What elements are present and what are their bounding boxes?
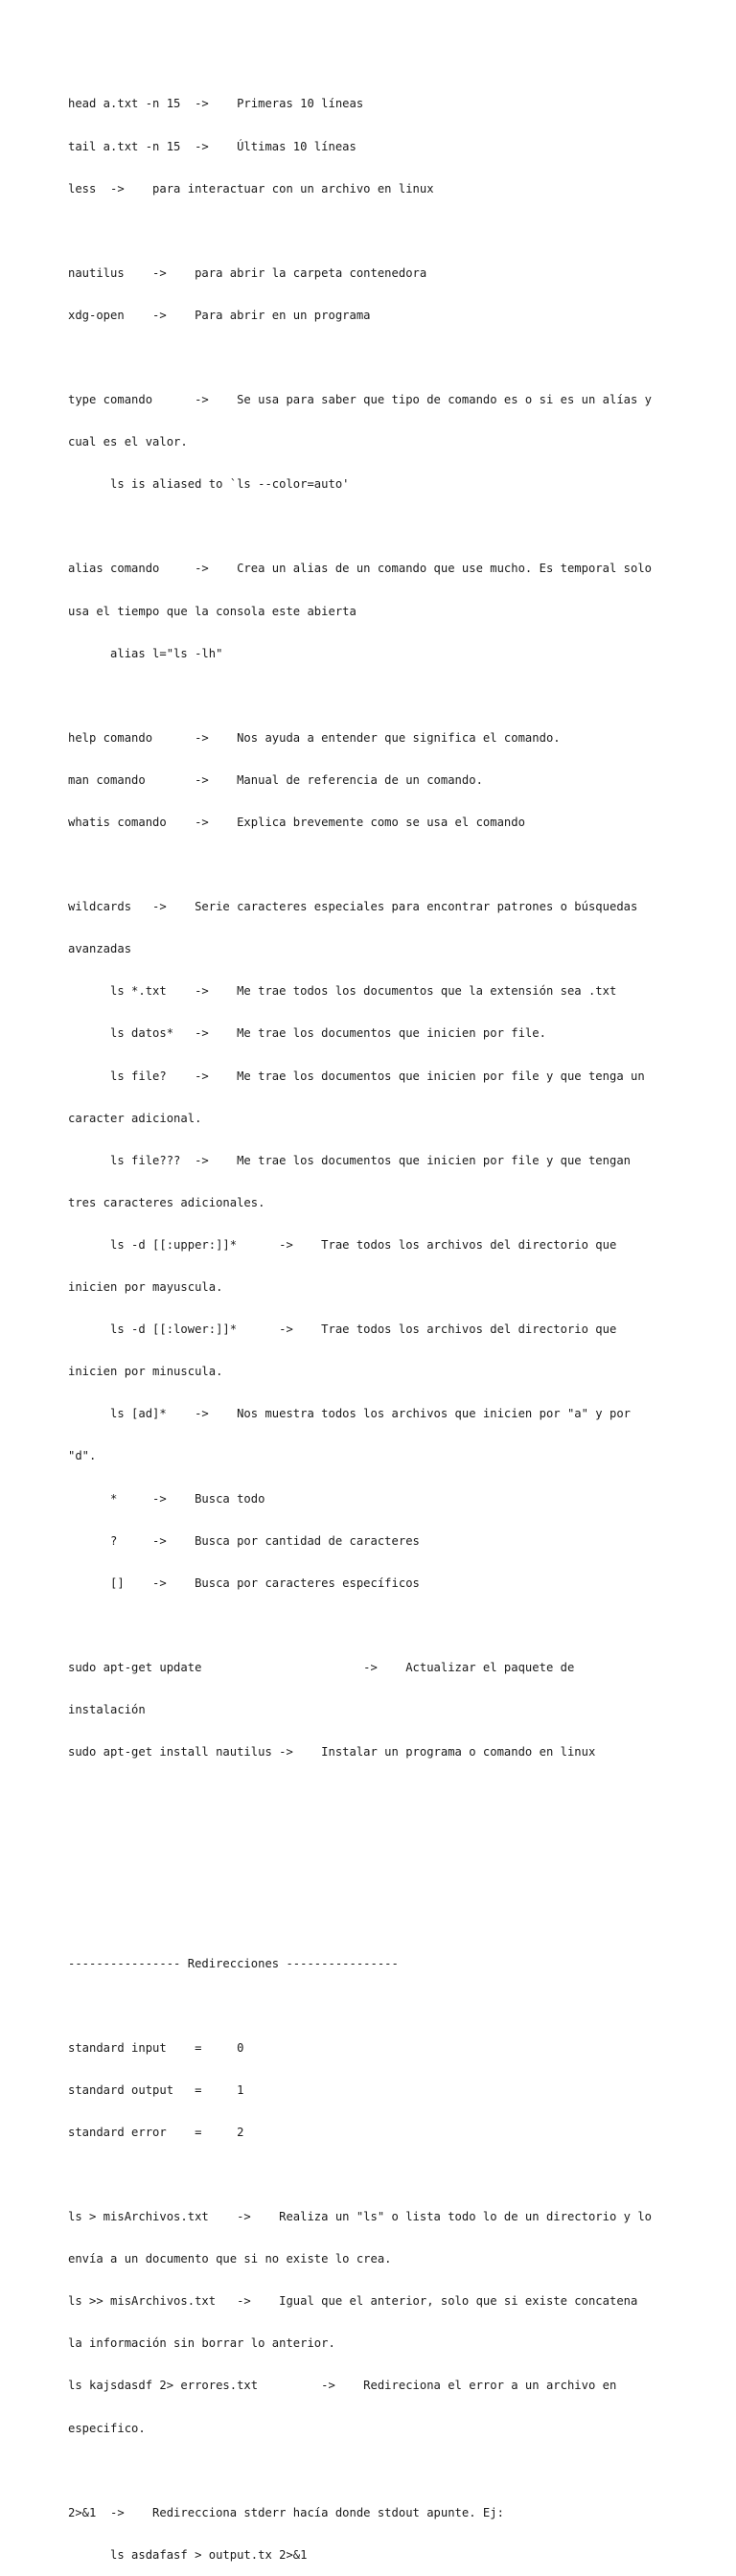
blank-line xyxy=(68,224,681,239)
blank-line xyxy=(68,1872,681,1886)
text-line: man comando -> Manual de referencia de un comando. xyxy=(68,772,483,787)
blank-line xyxy=(68,1914,681,1928)
text-line: ls asdafasf > output.tx 2>&1 xyxy=(68,2547,308,2562)
blank-line xyxy=(68,2168,681,2182)
text-line: * -> Busca todo xyxy=(68,1491,265,1506)
blank-line xyxy=(68,1829,681,1844)
text-line: ls *.txt -> Me trae todos los documentos que la extensión sea .txt xyxy=(68,984,617,999)
text-line: alias comando -> Crea un alias de un comando que use mucho. Es temporal solo xyxy=(68,562,653,576)
blank-line xyxy=(68,858,681,872)
text-line: wildcards -> Serie caracteres especiales para encontrar patrones o búsquedas xyxy=(68,900,638,914)
text-line: 2>&1 -> Redirecciona stderr hacía donde stdout apunte. Ej: xyxy=(68,2505,504,2519)
text-line: standard output = 1 xyxy=(68,2082,244,2097)
document-page xyxy=(68,69,681,2576)
text-line: less -> para interactuar con un archivo en linux xyxy=(68,181,434,196)
text-line: tres caracteres adicionales. xyxy=(68,1195,265,1209)
text-line: head a.txt -n 15 -> Primeras 10 líneas xyxy=(68,97,364,111)
section-heading: ---------------- Redirecciones ---------------- xyxy=(68,1956,399,1970)
text-line: caracter adicional. xyxy=(68,1111,202,1125)
blank-line xyxy=(68,519,681,534)
text-line: la información sin borrar lo anterior. xyxy=(68,2336,335,2351)
text-line: instalación xyxy=(68,1702,146,1716)
text-line: sudo apt-get install nautilus -> Instalar un programa o comando en linux xyxy=(68,1745,596,1760)
text-line: alias l="ls -lh" xyxy=(68,646,223,660)
text-line: whatis comando -> Explica brevemente como se usa el comando xyxy=(68,816,525,829)
text-line: ls [ad]* -> Nos muestra todos los archivos que inicien por "a" y por xyxy=(68,1407,631,1421)
text-line: ls kajsdasdf 2> errores.txt -> Redireciona el error a un archivo en xyxy=(68,2379,617,2393)
blank-line xyxy=(68,1999,681,2013)
text-line: tail a.txt -n 15 -> Últimas 10 líneas xyxy=(68,139,356,153)
text-line: ls file??? -> Me trae los documentos que inicien por file y que tengan xyxy=(68,1153,631,1167)
text-line: avanzadas xyxy=(68,942,132,956)
blank-line xyxy=(68,1619,681,1633)
text-line: cual es el valor. xyxy=(68,435,188,449)
blank-line xyxy=(68,351,681,365)
text-line: envía a un documento que si no existe lo crea. xyxy=(68,2252,392,2266)
text-line: inicien por minuscula. xyxy=(68,1365,223,1379)
text-line: ls is aliased to `ls --color=auto' xyxy=(68,477,350,492)
blank-line xyxy=(68,689,681,703)
blank-line xyxy=(68,1787,681,1802)
text-line: ? -> Busca por cantidad de caracteres xyxy=(68,1533,420,1548)
text-line: nautilus -> para abrir la carpeta contenedora xyxy=(68,265,427,280)
text-line: standard error = 2 xyxy=(68,2125,244,2139)
text-line: ls file? -> Me trae los documentos que inicien por file y que tenga un xyxy=(68,1069,645,1083)
text-line: [] -> Busca por caracteres específicos xyxy=(68,1576,420,1590)
text-line: type comando -> Se usa para saber que tipo de comando es o si es un alías y xyxy=(68,393,653,407)
text-line: especifico. xyxy=(68,2421,146,2435)
text-line: help comando -> Nos ayuda a entender que significa el comando. xyxy=(68,730,561,745)
text-line: sudo apt-get update -> Actualizar el paquete de xyxy=(68,1660,575,1674)
blank-line xyxy=(68,2464,681,2478)
text-line: ls >> misArchivos.txt -> Igual que el anterior, solo que si existe concatena xyxy=(68,2294,638,2309)
text-line: usa el tiempo que la consola este abierta xyxy=(68,604,356,618)
text-line: ls -d [[:upper:]]* -> Trae todos los archivos del directorio que xyxy=(68,1237,617,1252)
text-line: ls > misArchivos.txt -> Realiza un "ls" o lista todo lo de un directorio y lo xyxy=(68,2210,653,2224)
text-line: standard input = 0 xyxy=(68,2040,244,2055)
text-line: "d". xyxy=(68,1449,97,1463)
text-line: ls -d [[:lower:]]* -> Trae todos los archivos del directorio que xyxy=(68,1322,617,1337)
text-line: inicien por mayuscula. xyxy=(68,1280,223,1295)
text-line: xdg-open -> Para abrir en un programa xyxy=(68,308,371,322)
text-line: ls datos* -> Me trae los documentos que inicien por file. xyxy=(68,1026,546,1041)
